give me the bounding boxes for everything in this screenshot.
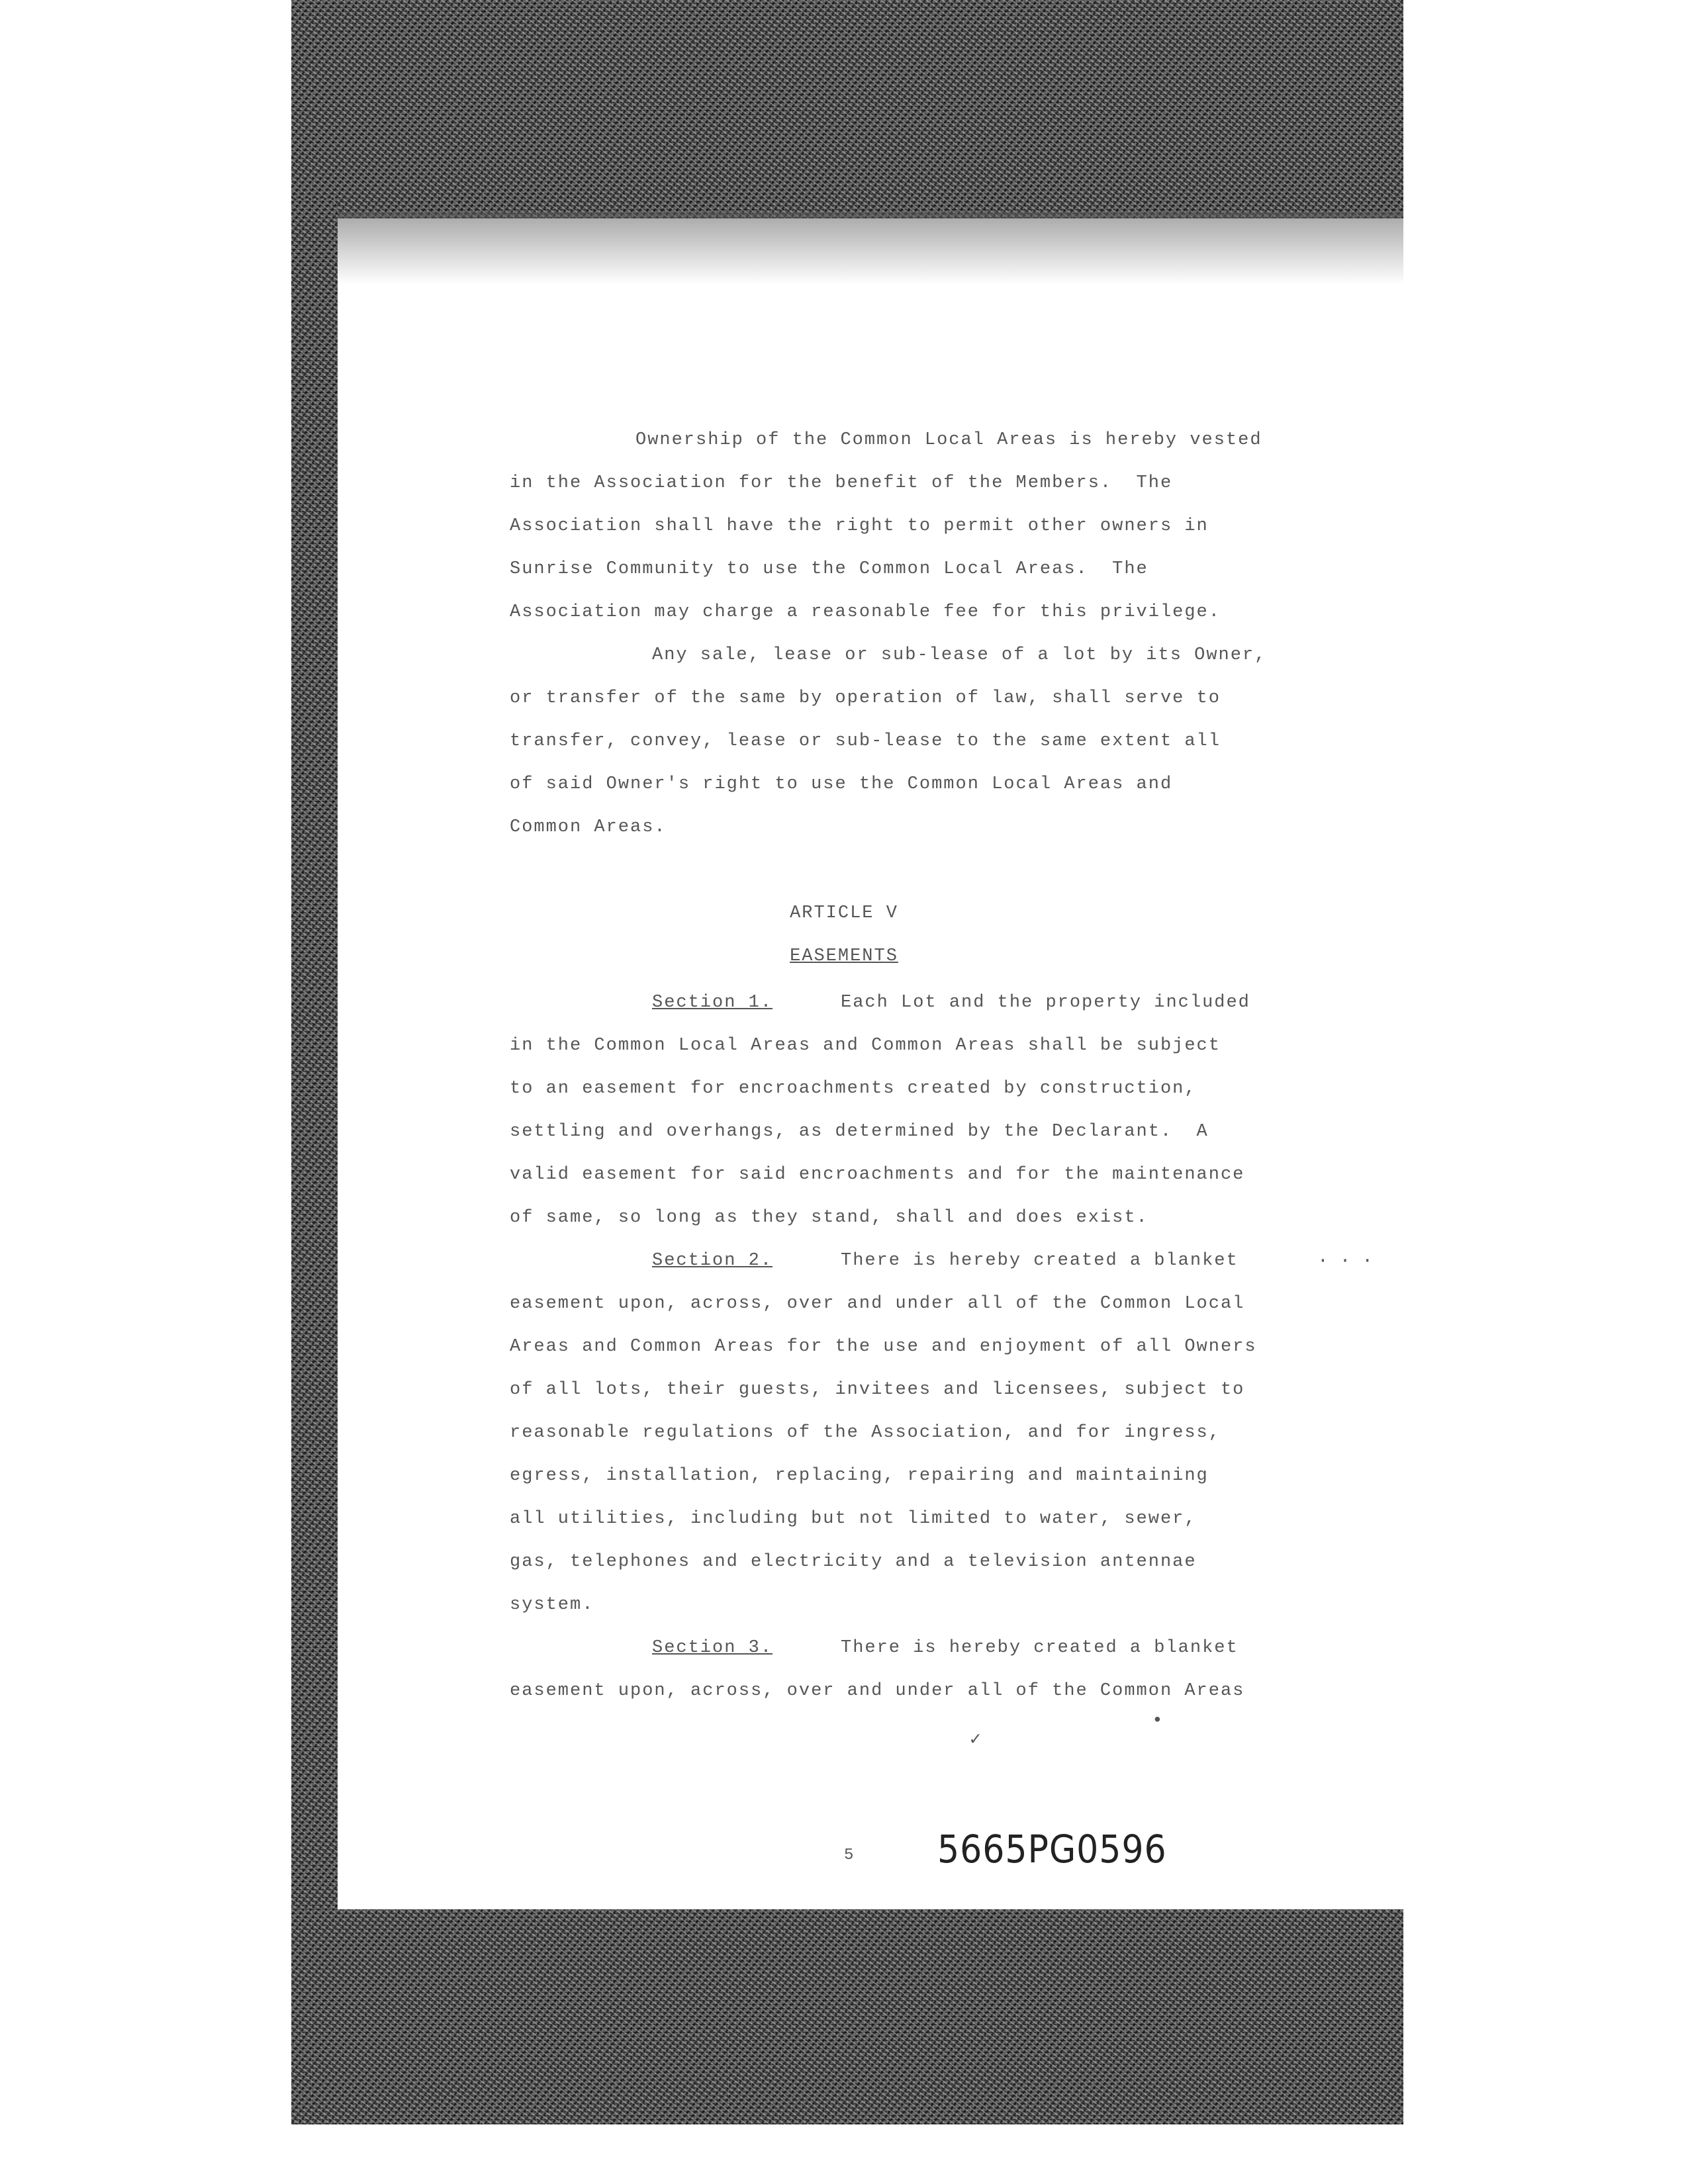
section-2-line-7: all utilities, including but not limited to water, sewer, [510,1509,1197,1529]
paragraph-1-line-3: Association shall have the right to permit other owners in [510,516,1209,536]
paragraph-2-line-2: or transfer of the same by operation of law, shall serve to [510,688,1221,708]
paragraph-1-line-5: Association may charge a reasonable fee for this privilege. [510,602,1221,622]
book-page-stamp: 5665PG0596 [937,1827,1167,1872]
scan-noise-left [291,199,338,1946]
paragraph-1-line-4: Sunrise Community to use the Common Local Areas. The [510,559,1149,579]
section-2-line-6: egress, installation, replacing, repairing and maintaining [510,1466,1209,1486]
section-2-line-2: easement upon, across, over and under all of the Common Local [510,1294,1245,1314]
paragraph-1-line-1: Ownership of the Common Local Areas is hereby vested [635,430,1262,450]
section-2-line-3: Areas and Common Areas for the use and enjoyment of all Owners [510,1337,1257,1357]
paragraph-1-line-2: in the Association for the benefit of the Members. The [510,473,1173,493]
section-2-label: Section 2. [652,1251,773,1271]
section-3-line-2: easement upon, across, over and under all of the Common Areas [510,1681,1245,1701]
section-3-line-1: There is hereby created a blanket [841,1638,1239,1658]
section-1-line-4: settling and overhangs, as determined by the Declarant. A [510,1122,1209,1142]
paragraph-2-line-3: transfer, convey, lease or sub-lease to the same extent all [510,731,1221,751]
scan-noise-top-fade [331,212,1403,285]
stray-mark: · · · [1317,1251,1374,1271]
section-1-line-5: valid easement for said encroachments and for the maintenance [510,1165,1245,1185]
section-1-line-6: of same, so long as they stand, shall and does exist. [510,1208,1149,1228]
scan-noise-bottom [291,1909,1403,2124]
section-1-line-3: to an easement for encroachments created by construction, [510,1079,1197,1099]
paragraph-2-line-5: Common Areas. [510,817,667,837]
paragraph-2-line-4: of said Owner's right to use the Common Local Areas and [510,774,1173,794]
article-number: ARTICLE V [790,903,898,923]
section-1-line-1: Each Lot and the property included [841,993,1250,1013]
section-1-label: Section 1. [652,993,773,1013]
section-2-line-8: gas, telephones and electricity and a television antennae [510,1552,1197,1572]
article-title: EASEMENTS [790,946,898,966]
section-1-line-2: in the Common Local Areas and Common Areas shall be subject [510,1036,1221,1056]
stray-mark: ✓ [970,1730,981,1751]
page-number: 5 [844,1846,855,1864]
paragraph-2-line-1: Any sale, lease or sub-lease of a lot by its Owner, [652,645,1267,665]
scan-noise-top [291,0,1403,218]
section-2-line-1: There is hereby created a blanket [841,1251,1239,1271]
stray-mark: • [1152,1711,1163,1731]
section-3-label: Section 3. [652,1638,773,1658]
section-2-line-9: system. [510,1595,594,1615]
section-2-line-4: of all lots, their guests, invitees and licensees, subject to [510,1380,1245,1400]
section-2-line-5: reasonable regulations of the Association, and for ingress, [510,1423,1221,1443]
